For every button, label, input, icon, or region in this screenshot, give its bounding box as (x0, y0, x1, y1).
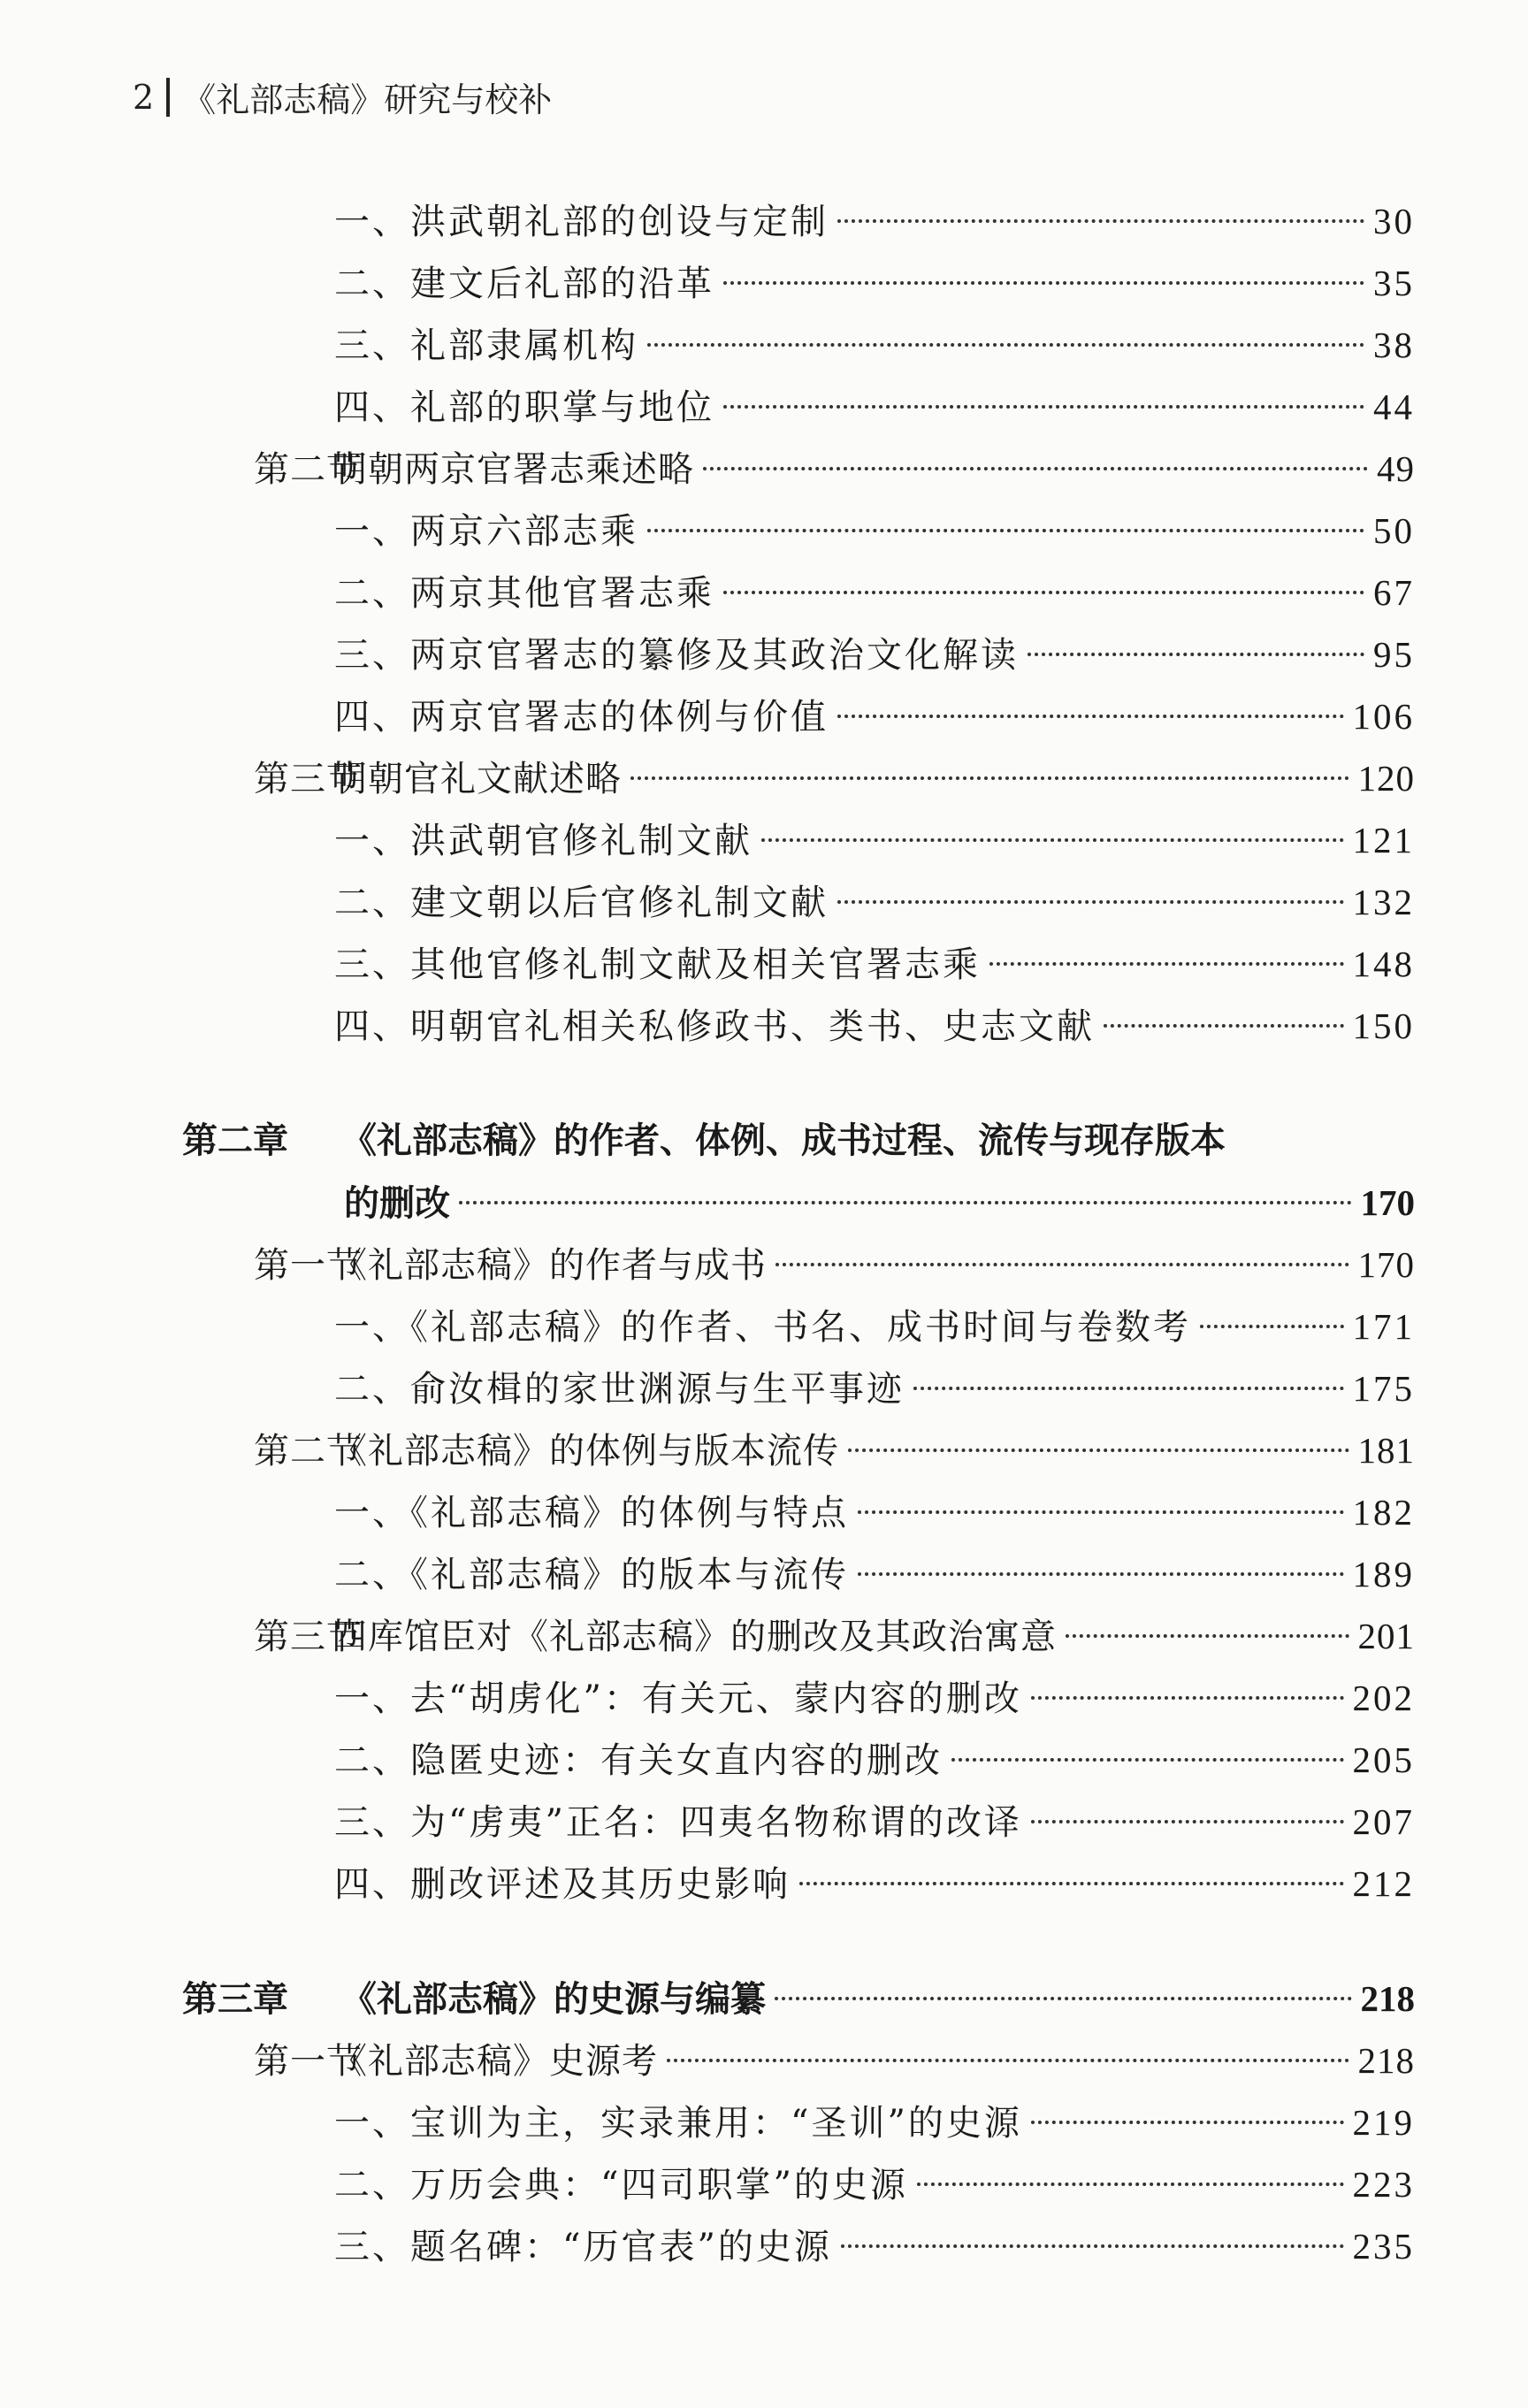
toc-entry-section (254, 1240, 1415, 1290)
page-reference: 67 (1373, 572, 1415, 613)
item-title: 一、洪武朝官修礼制文献 (334, 821, 753, 861)
toc-entry-label (182, 1116, 1226, 1166)
item-title: 二、万历会典：“四司职掌”的史源 (334, 2165, 908, 2205)
toc-entry-item (334, 1001, 1415, 1051)
chapter-title: 《礼部志稿》的史源与编纂 (341, 1979, 766, 2020)
toc-entry-label (334, 1674, 1022, 1724)
toc-entry-item (334, 2221, 1415, 2272)
dot-leader (837, 219, 1364, 223)
dot-leader (1031, 2121, 1344, 2124)
toc-entry-item (334, 877, 1415, 928)
toc-entry-item (334, 568, 1415, 618)
page-reference: 44 (1373, 386, 1415, 427)
page-reference: 223 (1352, 2164, 1415, 2205)
toc-entry-item (334, 320, 1415, 371)
toc-entry-label (334, 878, 829, 928)
toc-entry-item (334, 1487, 1415, 1538)
toc-entry-item (334, 939, 1415, 990)
toc-entry-chapter (182, 1974, 1415, 2024)
toc-entry-item (334, 1364, 1415, 1414)
section-number: 第一节 (254, 1245, 363, 1286)
page-reference: 207 (1352, 1801, 1415, 1842)
item-title: 三、为“虏夷”正名：四夷名物称谓的改译 (334, 1802, 1022, 1843)
toc-entry-label (254, 1426, 839, 1476)
section-title: 《礼部志稿》的体例与版本流传 (332, 1431, 839, 1472)
section-title: 《礼部志稿》的作者与成书 (332, 1245, 767, 1286)
dot-leader (989, 962, 1344, 966)
toc-entry-label (334, 1736, 943, 1785)
page-reference: 182 (1352, 1492, 1415, 1533)
dot-leader (647, 343, 1364, 347)
toc-entry-item (334, 1302, 1415, 1352)
page-reference: 235 (1352, 2226, 1415, 2267)
section-title: 四库馆臣对《礼部志稿》的删改及其政治寓意 (332, 1617, 1057, 1657)
toc-entry-item (334, 382, 1415, 432)
dot-leader (1066, 1634, 1349, 1638)
toc-entry-item (334, 1797, 1415, 1847)
chapter-number: 第二章 (182, 1120, 288, 1161)
toc-entry-chapter (182, 1116, 1415, 1166)
dot-leader (1031, 1696, 1344, 1700)
toc-entry-item (334, 1735, 1415, 1785)
toc-entry-label (334, 2222, 832, 2272)
toc-entry-label (334, 816, 753, 866)
item-title: 一、去“胡虏化”：有关元、蒙内容的删改 (334, 1678, 1022, 1719)
toc-entry-chapter-cont (344, 1178, 1415, 1228)
page-reference: 218 (1360, 1978, 1415, 2019)
toc-entry-label (334, 507, 638, 556)
page-reference: 38 (1373, 325, 1415, 365)
toc-entry-item (334, 1859, 1415, 1909)
item-title: 三、礼部隶属机构 (334, 325, 638, 366)
dot-leader (667, 2059, 1349, 2062)
section-number: 第一节 (254, 2041, 363, 2082)
page-reference: 175 (1352, 1368, 1415, 1409)
toc-entry-item (334, 815, 1415, 866)
toc-entry-label (254, 1241, 767, 1290)
section-title: 明朝官礼文献述略 (332, 759, 622, 799)
dot-leader (1104, 1024, 1344, 1028)
item-title: 四、两京官署志的体例与价值 (334, 697, 829, 738)
toc-entry-section (254, 444, 1415, 494)
toc-entry-label (334, 692, 829, 742)
dot-leader (723, 405, 1364, 409)
toc-entry-section (254, 1611, 1415, 1662)
dot-leader (1028, 653, 1364, 656)
page-reference: 50 (1373, 510, 1415, 551)
toc-entry-label (334, 1303, 1191, 1352)
dot-leader (775, 1997, 1352, 2000)
chapter-number: 第三章 (182, 1979, 288, 2020)
toc-entry-item (334, 2160, 1415, 2210)
toc-entry-label (334, 383, 714, 432)
toc-entry-label (334, 1488, 849, 1538)
item-title: 四、明朝官礼相关私修政书、类书、史志文献 (334, 1006, 1095, 1047)
page-reference: 121 (1352, 820, 1415, 860)
toc-entry-item (334, 692, 1415, 742)
dot-leader (723, 591, 1364, 594)
dot-leader (775, 1263, 1349, 1266)
toc-entry-label (334, 1002, 1095, 1051)
toc-entry-item (334, 1673, 1415, 1724)
dot-leader (1200, 1325, 1344, 1328)
toc-entry-label (334, 197, 829, 247)
page-reference: 219 (1352, 2102, 1415, 2143)
page-reference: 49 (1377, 448, 1415, 489)
item-title: 一、《礼部志稿》的体例与特点 (334, 1493, 849, 1533)
page-reference: 218 (1357, 2040, 1415, 2081)
toc-entry-label (254, 2037, 658, 2086)
page-reference: 150 (1352, 1005, 1415, 1046)
section-number: 第二节 (254, 1431, 363, 1472)
dot-leader (951, 1758, 1344, 1762)
dot-leader (913, 1387, 1344, 1390)
item-title: 一、《礼部志稿》的作者、书名、成书时间与卷数考 (334, 1307, 1191, 1348)
toc-entry-item (334, 258, 1415, 309)
page-reference: 181 (1357, 1430, 1415, 1471)
item-title: 四、删改评述及其历史影响 (334, 1864, 791, 1905)
page-reference: 30 (1373, 201, 1415, 241)
dot-leader (459, 1201, 1352, 1204)
item-title: 二、建文朝以后官修礼制文献 (334, 883, 829, 923)
item-title: 一、两京六部志乘 (334, 511, 638, 552)
dot-leader (799, 1882, 1344, 1885)
toc-entry-label (334, 631, 1019, 680)
toc-entry-section (254, 753, 1415, 804)
page-reference: 148 (1352, 944, 1415, 984)
dot-leader (761, 838, 1344, 842)
dot-leader (858, 1510, 1344, 1514)
page-reference: 106 (1352, 696, 1415, 737)
page-reference: 132 (1352, 882, 1415, 922)
page-reference: 170 (1360, 1182, 1415, 1223)
page-reference: 95 (1373, 634, 1415, 675)
page-reference: 35 (1373, 263, 1415, 303)
chapter-cont-title: 的删改 (344, 1183, 450, 1224)
dot-leader (848, 1449, 1349, 1452)
toc-entry-label (344, 1179, 450, 1228)
page-reference: 189 (1352, 1554, 1415, 1594)
toc-entry-item (334, 2098, 1415, 2148)
chapter-title: 《礼部志稿》的作者、体例、成书过程、流传与现存版本 (341, 1120, 1226, 1161)
section-number: 第二节 (254, 449, 363, 490)
dot-leader (841, 2244, 1344, 2248)
dot-leader (703, 467, 1368, 470)
dot-leader (723, 281, 1364, 285)
item-title: 二、两京其他官署志乘 (334, 573, 714, 614)
page-reference: 212 (1352, 1863, 1415, 1904)
toc-entry-label (334, 1798, 1022, 1847)
toc-entry-item (334, 1549, 1415, 1600)
page-reference: 201 (1357, 1616, 1415, 1656)
toc-entry-label (334, 321, 638, 371)
item-title: 三、其他官修礼制文献及相关官署志乘 (334, 944, 981, 985)
toc-entry-label (182, 1975, 766, 2024)
item-title: 一、宝训为主，实录兼用：“圣训”的史源 (334, 2103, 1022, 2144)
toc-entry-section (254, 1426, 1415, 1476)
header-divider (166, 78, 170, 117)
dot-leader (1031, 1820, 1344, 1823)
page-reference: 205 (1352, 1739, 1415, 1780)
item-title: 三、两京官署志的纂修及其政治文化解读 (334, 635, 1019, 676)
toc-entry-label (334, 259, 714, 309)
toc-entry-label (254, 754, 622, 804)
toc-entry-label (254, 1612, 1057, 1662)
dot-leader (630, 776, 1349, 780)
section-title: 明朝两京官署志乘述略 (332, 449, 694, 490)
toc-entry-item (334, 196, 1415, 247)
toc-entry-item (334, 506, 1415, 556)
toc-entry-section (254, 2036, 1415, 2086)
toc-entry-label (334, 940, 981, 990)
section-number: 第三节 (254, 759, 363, 799)
page-number: 2 (133, 77, 155, 117)
item-title: 二、隐匿史迹：有关女直内容的删改 (334, 1740, 943, 1781)
page-reference: 171 (1352, 1306, 1415, 1347)
dot-leader (837, 715, 1344, 718)
toc-entry-label (334, 569, 714, 618)
item-title: 二、俞汝楫的家世渊源与生平事迹 (334, 1369, 905, 1410)
toc-entry-label (334, 1860, 791, 1909)
section-number: 第三节 (254, 1617, 363, 1657)
toc-entry-label (334, 2160, 908, 2210)
toc-entry-label (334, 1365, 905, 1414)
page-reference: 202 (1352, 1678, 1415, 1718)
dot-leader (858, 1572, 1344, 1576)
item-title: 二、建文后礼部的沿革 (334, 264, 714, 304)
dot-leader (837, 900, 1344, 904)
page-reference: 170 (1357, 1244, 1415, 1285)
dot-leader (647, 529, 1364, 532)
running-header (133, 73, 552, 121)
item-title: 四、礼部的职掌与地位 (334, 387, 714, 428)
item-title: 三、题名碑：“历官表”的史源 (334, 2227, 832, 2267)
toc-entry-label (334, 2098, 1022, 2148)
page-reference: 120 (1357, 758, 1415, 799)
book-title: 《礼部志稿》研究与校补 (182, 80, 553, 119)
dot-leader (917, 2182, 1344, 2186)
toc-entry-label (254, 445, 694, 494)
toc-entry-item (334, 630, 1415, 680)
toc-entry-label (334, 1550, 849, 1600)
item-title: 二、《礼部志稿》的版本与流传 (334, 1555, 849, 1595)
section-title: 《礼部志稿》史源考 (332, 2041, 658, 2082)
item-title: 一、洪武朝礼部的创设与定制 (334, 202, 829, 242)
